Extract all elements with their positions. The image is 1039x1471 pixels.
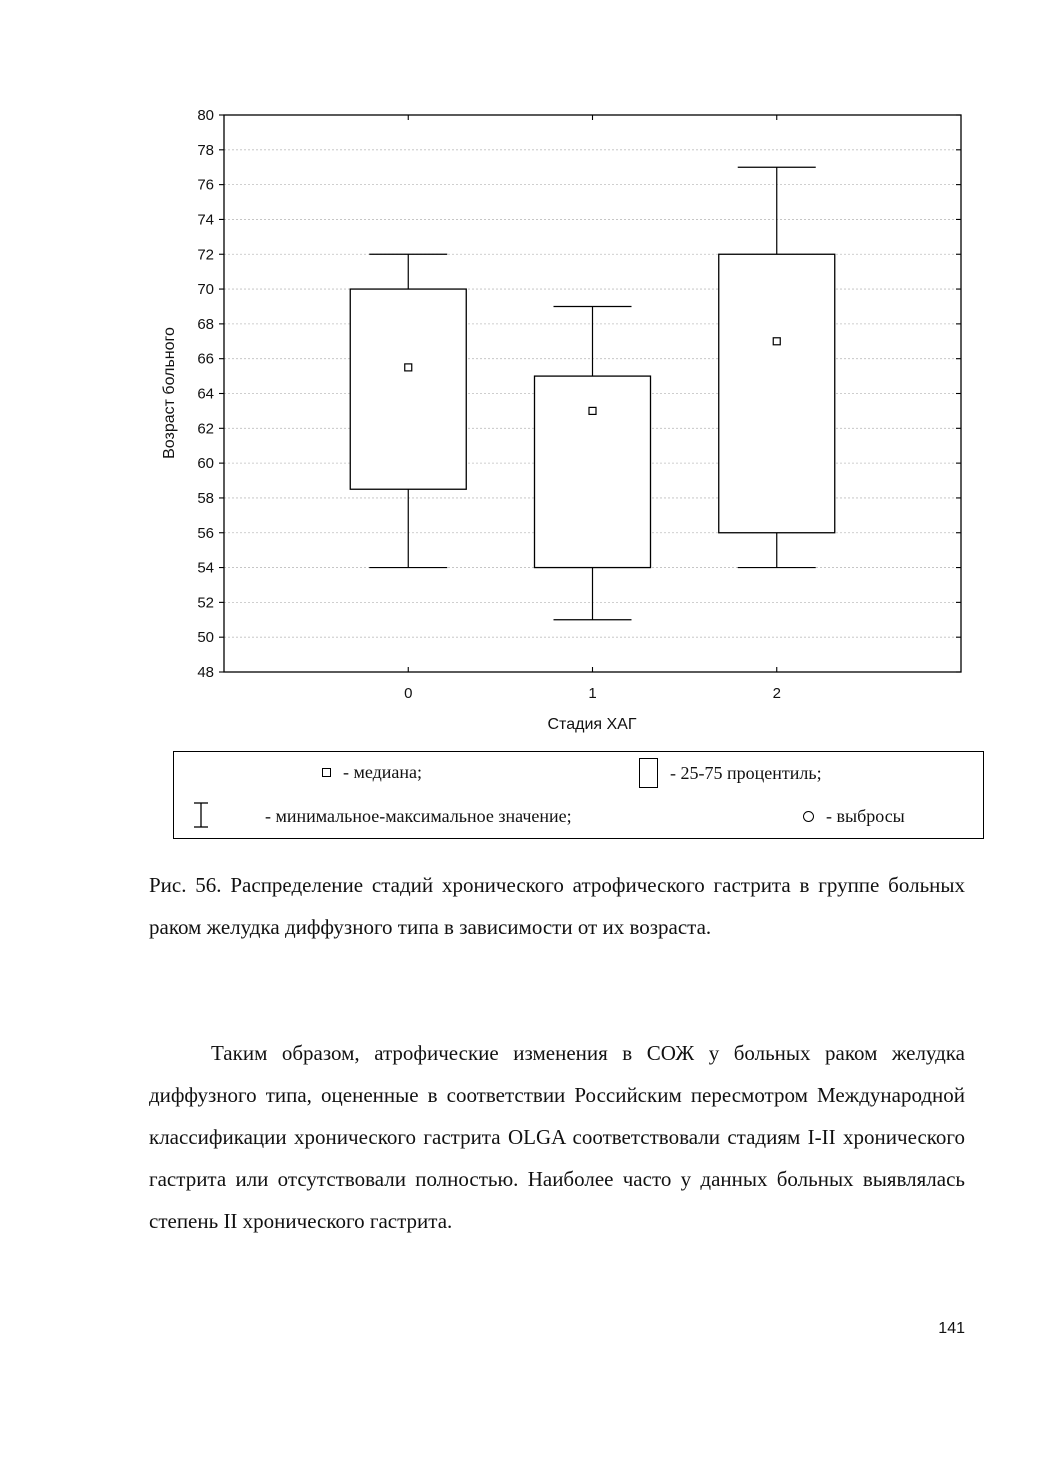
- y-tick-label: 68: [197, 315, 214, 333]
- figure-caption: Рис. 56. Распределение стадий хронического атрофического гастрита в группе больных раком желудка диффузного типа в зависимости от их возраста.: [149, 873, 965, 939]
- median-marker: [773, 338, 780, 345]
- body-paragraph: Таким образом, атрофические изменения в СОЖ у больных раком желудка диффузного типа, оцененные в соответствии Российским пересмотром Международной классификации хронического гастрита OLGA соответствовали стадиям I-II хронического гастрита или отсутствовали полностью. Наиболее часто у данных больных выявлялась степень II хронического гастрита.: [149, 1041, 965, 1233]
- outlier-circle-icon: [803, 811, 814, 822]
- y-tick-label: 62: [197, 420, 214, 438]
- median-marker: [589, 407, 596, 414]
- x-axis-label: Стадия ХАГ: [547, 716, 637, 733]
- x-tick-label: 1: [588, 685, 597, 702]
- page-number: 141: [938, 1320, 965, 1337]
- y-tick-label: 78: [197, 141, 214, 159]
- box-rectangle-icon: [639, 758, 658, 788]
- chart-legend: [173, 751, 984, 839]
- box-0: [350, 254, 466, 567]
- y-tick-label: 52: [197, 594, 214, 612]
- y-axis-label: Возраст больного: [161, 327, 178, 459]
- y-tick-label: 48: [197, 664, 214, 681]
- x-tick-label: 2: [772, 685, 781, 702]
- legend-median-label: - медиана;: [343, 762, 423, 782]
- iqr-box: [535, 376, 651, 567]
- y-tick-label: 72: [197, 246, 214, 264]
- y-tick-label: 50: [197, 629, 214, 647]
- legend-range-label: - минимальное-максимальное значение;: [265, 806, 572, 826]
- box-1: [535, 306, 651, 619]
- y-tick-label: 74: [197, 211, 214, 229]
- median-square-icon: [322, 768, 331, 777]
- legend-range: [265, 806, 572, 827]
- median-marker: [405, 364, 412, 371]
- legend-median: [322, 762, 422, 783]
- iqr-box: [350, 289, 466, 489]
- legend-outlier-label: - выбросы: [826, 806, 905, 826]
- boxes: [350, 167, 835, 620]
- y-tick-label: 66: [197, 350, 214, 368]
- y-tick-label: 64: [197, 385, 214, 403]
- legend-outlier: [803, 806, 905, 827]
- y-tick-label: 54: [197, 559, 214, 577]
- x-tick-label: 0: [404, 685, 413, 702]
- iqr-box: [719, 254, 835, 533]
- legend-box: [639, 758, 822, 788]
- legend-box-label: - 25-75 процентиль;: [670, 762, 822, 783]
- range-whisker-icon: [192, 802, 210, 828]
- y-tick-label: 58: [197, 489, 214, 507]
- y-tick-label: 70: [197, 281, 214, 299]
- y-tick-label: 60: [197, 455, 214, 473]
- y-tick-label: 56: [197, 524, 214, 542]
- box-2: [719, 167, 835, 567]
- y-tick-label: 80: [197, 107, 214, 124]
- y-tick-label: 76: [197, 176, 214, 194]
